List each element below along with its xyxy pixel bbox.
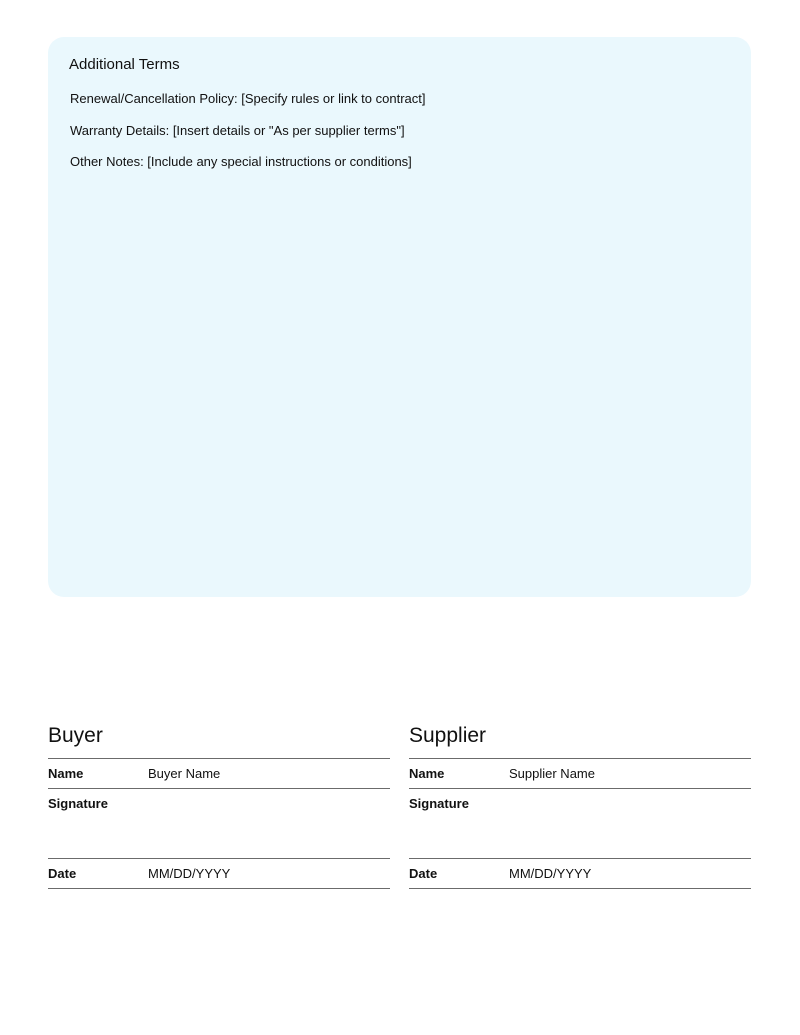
supplier-date-field[interactable]: MM/DD/YYYY <box>509 866 592 881</box>
divider <box>48 888 390 889</box>
warranty-details: Warranty Details: [Insert details or "As per supplier terms"] <box>70 123 405 138</box>
buyer-signature-block <box>48 722 390 889</box>
buyer-date-label: Date <box>48 866 77 881</box>
divider <box>409 888 751 889</box>
buyer-name-label: Name <box>48 766 84 781</box>
supplier-title: Supplier <box>409 724 487 747</box>
buyer-title: Buyer <box>48 724 103 747</box>
supplier-name-row <box>409 759 751 788</box>
other-notes: Other Notes: [Include any special instructions or conditions] <box>70 154 412 169</box>
additional-terms-title: Additional Terms <box>69 56 180 73</box>
buyer-name-field[interactable]: Buyer Name <box>148 766 221 781</box>
supplier-name-label: Name <box>409 766 445 781</box>
supplier-name-field[interactable]: Supplier Name <box>509 766 595 781</box>
buyer-name-row <box>48 759 390 788</box>
supplier-signature-label: Signature <box>409 796 469 811</box>
buyer-date-field[interactable]: MM/DD/YYYY <box>148 866 231 881</box>
supplier-date-label: Date <box>409 866 438 881</box>
buyer-date-row <box>48 859 390 888</box>
supplier-date-row <box>409 859 751 888</box>
supplier-signature-block <box>409 722 751 889</box>
buyer-signature-label: Signature <box>48 796 108 811</box>
additional-terms-section <box>48 37 751 597</box>
renewal-cancellation-policy: Renewal/Cancellation Policy: [Specify rules or link to contract] <box>70 91 426 106</box>
supplier-signature-field[interactable] <box>409 789 751 858</box>
buyer-signature-field[interactable] <box>48 789 390 858</box>
